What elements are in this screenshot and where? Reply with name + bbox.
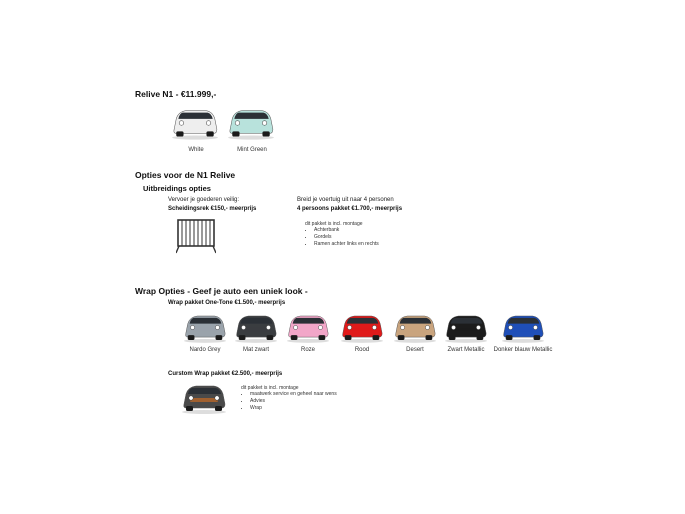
car-image-wrap-color (182, 312, 228, 343)
color-label-mint-green: Mint Green (237, 147, 267, 153)
option2-item: • Ramen achter links en rechts (314, 241, 379, 248)
partition-rack-image (176, 218, 216, 254)
options-heading: Opties voor de N1 Relive (135, 170, 236, 180)
option2-line2: 4 persoons pakket €1.700,- meerprijs (297, 206, 403, 212)
car-image-wrap-color (443, 312, 489, 343)
custom-wrap-item: • Wrap (250, 405, 337, 412)
car-image-wrap-color (285, 312, 331, 343)
option2-list (302, 227, 379, 248)
car-image-custom-wrap (180, 382, 228, 414)
color-label-white: White (188, 147, 204, 153)
custom-wrap-item: • maatwerk service en geheel naar wens (250, 391, 337, 398)
wrap-onetone-heading: Wrap pakket One-Tone €1.500,- meerprijs (168, 300, 286, 306)
custom-wrap-note: dit pakket is incl. montage (241, 385, 299, 391)
option2-item: • Achterbank (314, 227, 379, 234)
wrap-color-label: Mat zwart (242, 347, 269, 353)
car-image-white (170, 106, 220, 140)
option1-line2: Scheidingsrek €150,- meerprijs (168, 206, 257, 212)
option2-line1: Breid je voertuig uit naar 4 personen (297, 197, 394, 203)
car-image-mint-green (226, 106, 276, 140)
wrap-color-label: Donker blauw Metallic (493, 347, 553, 353)
option1-line1: Vervoer je goederen veilig: (168, 197, 240, 203)
wrap-color-label: Rood (354, 347, 370, 353)
wrap-color-label: Roze (300, 347, 315, 353)
extension-heading: Uitbreidings opties (143, 184, 211, 193)
custom-wrap-list (238, 391, 337, 412)
wrap-color-label: Zwart Metallic (447, 347, 485, 353)
wrap-heading: Wrap Opties - Geef je auto een uniek look - (135, 286, 308, 296)
page-title: Relive N1 - €11.999,- (135, 89, 217, 99)
option2-item: • Gordels (314, 234, 379, 241)
car-image-wrap-color (233, 312, 279, 343)
wrap-color-label: Nardo Grey (189, 347, 221, 353)
option2-note: dit pakket is incl. montage (305, 221, 363, 227)
custom-wrap-item: • Advies (250, 398, 337, 405)
wrap-color-label: Desert (406, 347, 424, 353)
car-image-wrap-color (500, 312, 546, 343)
custom-wrap-heading: Curstom Wrap pakket €2.500,- meerprijs (168, 371, 283, 377)
car-image-wrap-color (339, 312, 385, 343)
car-image-wrap-color (392, 312, 438, 343)
